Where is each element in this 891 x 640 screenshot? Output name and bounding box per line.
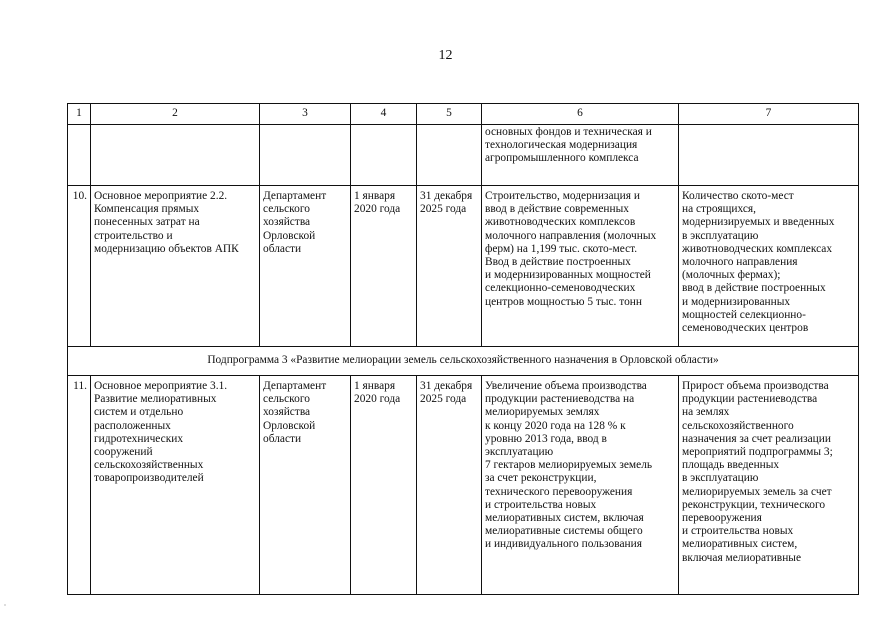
end-date-cell: 31 декабря 2025 года xyxy=(417,376,482,595)
program-events-table xyxy=(67,103,859,595)
column-header: 5 xyxy=(417,104,482,125)
end-date-cell: 31 декабря 2025 года xyxy=(417,186,482,347)
row-number: 10. xyxy=(68,186,91,347)
table-cell xyxy=(679,125,859,186)
indicator-cell: Количество ското-мест на строящихся, модернизируемых и введенных в эксплуатацию животноводческих комплексах молочного направления (молочных фермах); ввод в действие построенных и модернизированных мощностей селекционно- семеноводческих центров xyxy=(679,186,859,347)
page-number: 12 xyxy=(438,48,453,63)
table-row-10 xyxy=(68,186,859,347)
column-header: 7 xyxy=(679,104,859,125)
column-header: 4 xyxy=(351,104,417,125)
executor-cell: Департамент сельского хозяйства Орловской области xyxy=(260,376,351,595)
table-header-row xyxy=(68,104,859,125)
table-row-11 xyxy=(68,376,859,595)
table-cell xyxy=(351,125,417,186)
table-cell xyxy=(68,125,91,186)
table-row-continuation xyxy=(68,125,859,186)
indicator-cell: Прирост объема производства продукции растениеводства на землях сельскохозяйственного назначения за счет реализации мероприятий подпрограммы 3; площадь введенных в эксплуатацию мелиорируемых земель за счет реконструкции, технического перевооружения и строительства новых мелиоративных систем, включая мелиоративные xyxy=(679,376,859,595)
table-cell xyxy=(91,125,260,186)
scan-speck xyxy=(4,604,6,606)
event-cell: Основное мероприятие 2.2. Компенсация прямых понесенных затрат на строительство и модернизацию объектов АПК xyxy=(91,186,260,347)
column-header: 3 xyxy=(260,104,351,125)
table-cell xyxy=(260,125,351,186)
row-number: 11. xyxy=(68,376,91,595)
result-cell: основных фондов и техническая и технологическая модернизация агропромышленного комплекса xyxy=(482,125,679,186)
column-header: 6 xyxy=(482,104,679,125)
start-date-cell: 1 января 2020 года xyxy=(351,376,417,595)
start-date-cell: 1 января 2020 года xyxy=(351,186,417,347)
column-header: 2 xyxy=(91,104,260,125)
result-cell: Увеличение объема производства продукции растениеводства на мелиорируемых землях к концу 2020 года на 128 % к уровню 2013 года, ввод в эксплуатацию 7 гектаров мелиорируемых земель за счет реконструкции, технического перевооружения и строительства новых мелиоративных систем, включая мелиоративные системы общего и индивидуального пользования xyxy=(482,376,679,595)
column-header: 1 xyxy=(68,104,91,125)
subprogram-title: Подпрограмма 3 «Развитие мелиорации земель сельскохозяйственного назначения в Орловской области» xyxy=(68,347,859,376)
event-cell: Основное мероприятие 3.1. Развитие мелиоративных систем и отдельно расположенных гидротехнических сооружений сельскохозяйственных товаропроизводителей xyxy=(91,376,260,595)
executor-cell: Департамент сельского хозяйства Орловской области xyxy=(260,186,351,347)
result-cell: Строительство, модернизация и ввод в действие современных животноводческих комплексов молочного направления (молочных ферм) на 1,199 тыс. ското-мест. Ввод в действие построенных и модернизированных мощностей селекционно-семеноводческих центров мощностью 5 тыс. тонн xyxy=(482,186,679,347)
table-cell xyxy=(417,125,482,186)
subprogram-row xyxy=(68,347,859,376)
